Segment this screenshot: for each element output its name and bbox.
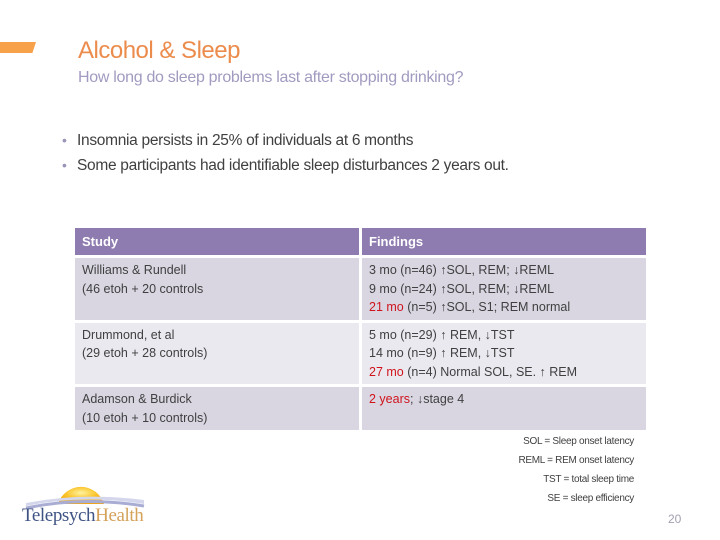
- slide-title: Alcohol & Sleep: [78, 37, 240, 64]
- study-cell: Williams & Rundell (46 etoh + 20 controls: [75, 258, 362, 320]
- table-header-row: [75, 228, 646, 255]
- findings-cell: 2 years; ↓stage 4: [362, 387, 646, 430]
- table-row: [75, 258, 646, 320]
- sun-icon: [22, 470, 152, 510]
- study-cell: Adamson & Burdick (10 etoh + 10 controls): [75, 387, 362, 430]
- column-header-study: Study: [75, 228, 362, 255]
- slide-subtitle: How long do sleep problems last after stopping drinking?: [78, 69, 464, 86]
- definition-se: SE = sleep efficiency: [547, 493, 634, 504]
- definition-tst: TST = total sleep time: [543, 474, 634, 485]
- findings-cell: 5 mo (n=29) ↑ REM, ↓TST 14 mo (n=9) ↑ REM, ↓TST 27 mo (n=4) Normal SOL, SE. ↑ REM: [362, 323, 646, 385]
- bullet-icon: •: [62, 157, 67, 173]
- page-number: 20: [668, 512, 682, 526]
- bullet-item: • Some participants had identifiable sleep disturbances 2 years out.: [60, 153, 509, 178]
- study-table: [75, 225, 646, 433]
- definition-sol: SOL = Sleep onset latency: [523, 436, 634, 447]
- definition-reml: REML = REM onset latency: [518, 455, 634, 466]
- table-row: [75, 323, 646, 385]
- bullet-list: [60, 128, 509, 178]
- company-logo: [22, 470, 152, 532]
- abbreviation-legend: [518, 432, 634, 508]
- logo-wordmark: TelepsychHealth: [22, 505, 144, 526]
- bullet-item: • Insomnia persists in 25% of individuals at 6 months: [60, 128, 509, 153]
- bullet-icon: •: [62, 132, 67, 148]
- table-row: [75, 387, 646, 430]
- findings-cell: 3 mo (n=46) ↑SOL, REM; ↓REML 9 mo (n=24) ↑SOL, REM; ↓REML 21 mo (n=5) ↑SOL, S1; REM normal: [362, 258, 646, 320]
- study-cell: Drummond, et al (29 etoh + 28 controls): [75, 323, 362, 385]
- accent-bar: [0, 42, 36, 53]
- column-header-findings: Findings: [362, 228, 646, 255]
